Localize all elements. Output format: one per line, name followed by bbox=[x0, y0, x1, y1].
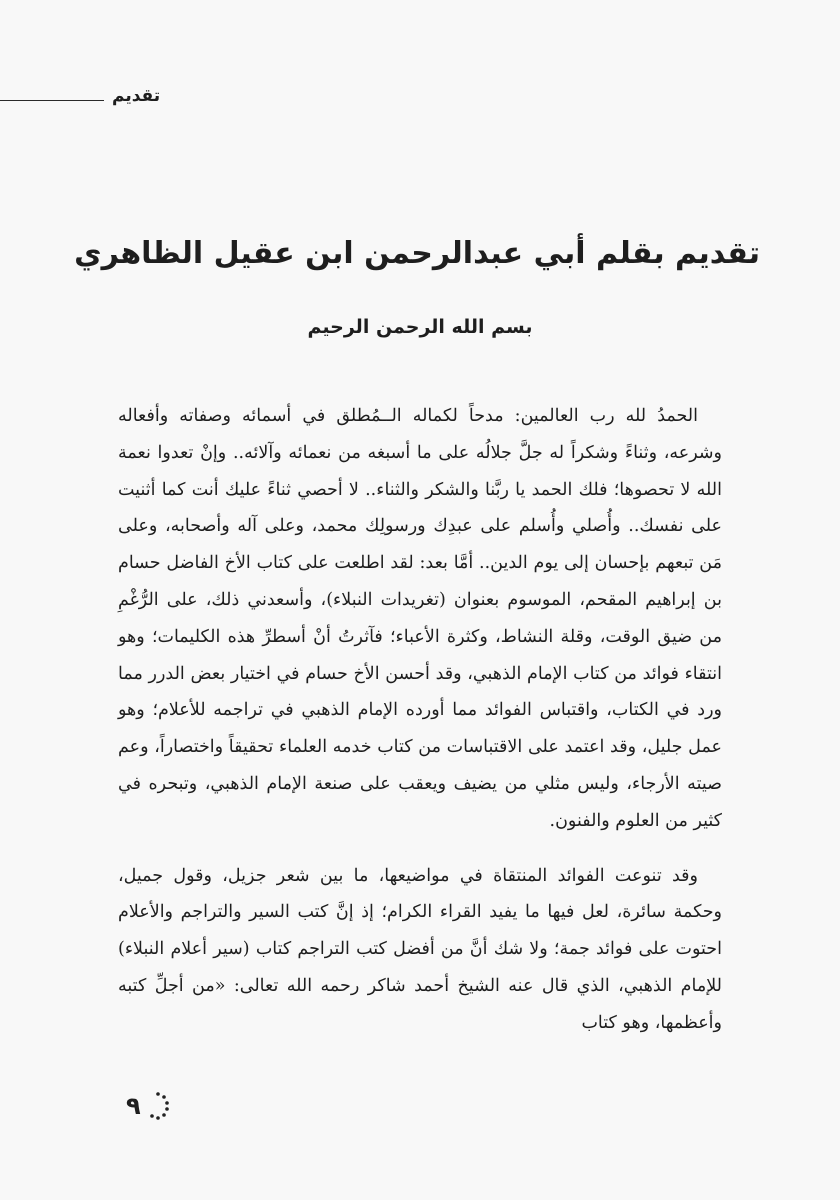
page-number-text: ٩ bbox=[126, 1092, 141, 1120]
dotted-ornament-icon bbox=[146, 1088, 176, 1126]
body-text bbox=[118, 398, 722, 1042]
header-rule bbox=[0, 100, 104, 101]
paragraph-1: الحمدُ لله رب العالمين: مدحاً لكماله الــمُطلق في أسمائه وصفاته وأفعاله وشرعه، وثناءً وشكراً له جلَّ جلالُه على ما أسبغه من نعمائه وآلائه.. وإنْ تعدوا نعمة الله لا تحصوها؛ فلك الحمد يا ربَّنا والشكر والثناء.. لا أحصي ثناءً عليك أنت كما أثنيت على نفسك.. وأُصلي وأُسلم على عبدِك ورسولِك محمد، وعلى آله وأصحابه، وعلى مَن تبعهم بإحسان إلى يوم الدين.. أمَّا بعد: لقد اطلعت على كتاب الأخ الفاضل حسام بن إبراهيم المقحم، الموسوم بعنوان (تغريدات النبلاء)، وأسعدني ذلك، على الرُّغْمِ من ضيق الوقت، وقلة النشاط، وكثرة الأعباء؛ فآثرتُ أنْ أسطرِّ هذه الكليمات؛ وهو انتقاء فوائد من كتاب الإمام الذهبي، وقد أحسن الأخ حسام في اختيار بعض الدرر مما ورد في الكتاب، واقتباس الفوائد مما أورده الإمام الذهبي في تراجمه للأعلام؛ وهو عمل جليل، وقد اعتمد على الاقتباسات من كتاب خدمه العلماء تحقيقاً واختصاراً، وعم صيته الأرجاء، وليس مثلي من يضيف ويعقب على صنعة الإمام الذهبي، وتبحره في كثير من العلوم والفنون. bbox=[118, 406, 722, 831]
basmala: بسم الله الرحمن الرحيم bbox=[307, 316, 533, 338]
running-header: تقديم bbox=[112, 86, 161, 106]
paragraph-2: وقد تنوعت الفوائد المنتقاة في مواضيعها، ما بين شعر جزيل، وقول جميل، وحكمة سائرة، لعل فيها ما يفيد القراء الكرام؛ إذ إنَّ كتب السير والتراجم والأعلام احتوت على فوائد جمة؛ ولا شك أنَّ من أفضل كتب التراجم كتاب (سير أعلام النبلاء) للإمام الذهبي، الذي قال عنه الشيخ أحمد شاكر رحمه الله تعالى: «من أجلِّ كتبه وأعظمها، وهو كتاب bbox=[118, 865, 722, 1033]
chapter-title: تقديم بقلم أبي عبدالرحمن ابن عقيل الظاهري bbox=[74, 236, 760, 271]
page-number bbox=[118, 1088, 182, 1128]
